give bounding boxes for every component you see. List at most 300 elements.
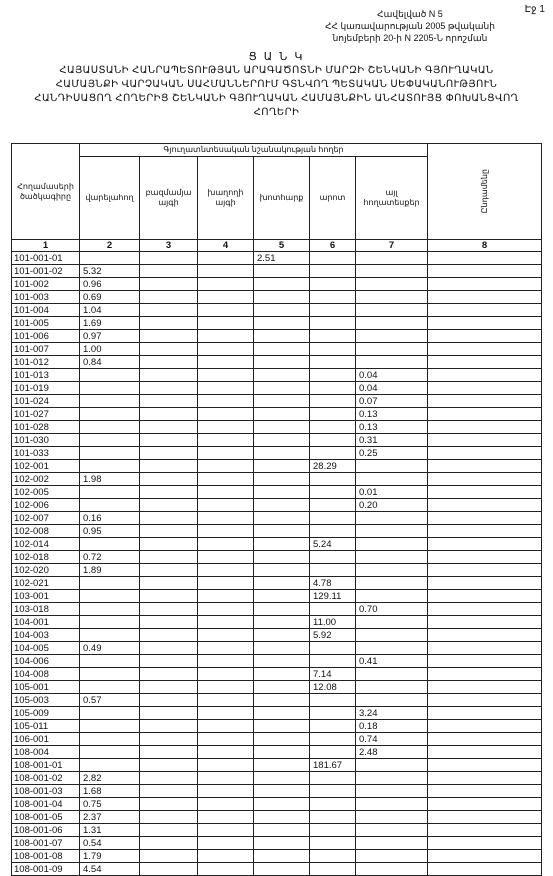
cell-area (140, 720, 198, 733)
cell-area (310, 655, 356, 668)
table-row (12, 382, 542, 395)
cell-area: 0.97 (80, 330, 140, 343)
table-row (12, 720, 542, 733)
cell-area (140, 304, 198, 317)
cell-area: 1.69 (80, 317, 140, 330)
header-col-2: բազմամյա այգի (140, 157, 198, 240)
cell-area (198, 564, 254, 577)
header-col-6: այլ հողատեսքեր (356, 157, 428, 240)
table-row (12, 759, 542, 772)
cell-area (428, 590, 542, 603)
cell-area (356, 538, 428, 551)
cell-area (140, 473, 198, 486)
cell-area (356, 681, 428, 694)
cell-area (356, 785, 428, 798)
cell-area (198, 343, 254, 356)
cell-area (356, 811, 428, 824)
cell-area (254, 395, 310, 408)
table-row (12, 837, 542, 850)
cell-parcel-code: 101-028 (12, 421, 80, 434)
cell-area (428, 733, 542, 746)
header-code: Հողամասերի ծածկագիրը (12, 144, 80, 240)
table-row (12, 681, 542, 694)
cell-area (140, 694, 198, 707)
cell-area (310, 811, 356, 824)
table-row (12, 733, 542, 746)
cell-area (80, 577, 140, 590)
cell-area (198, 694, 254, 707)
cell-area (428, 694, 542, 707)
cell-area (428, 642, 542, 655)
cell-area (310, 720, 356, 733)
header-col-4: խոտհարք (254, 157, 310, 240)
cell-area: 1.00 (80, 343, 140, 356)
cell-area: 1.89 (80, 564, 140, 577)
cell-area: 0.04 (356, 369, 428, 382)
cell-parcel-code: 105-011 (12, 720, 80, 733)
cell-area: 0.18 (356, 720, 428, 733)
cell-area (356, 590, 428, 603)
cell-parcel-code: 101-030 (12, 434, 80, 447)
cell-parcel-code: 108-001-08 (12, 850, 80, 863)
cell-area (140, 850, 198, 863)
cell-area (140, 759, 198, 772)
table-row (12, 642, 542, 655)
cell-area: 181.67 (310, 759, 356, 772)
cell-area (428, 759, 542, 772)
cell-parcel-code: 108-001-05 (12, 811, 80, 824)
table-row (12, 252, 542, 265)
table-row (12, 265, 542, 278)
cell-area (428, 473, 542, 486)
cell-area (254, 772, 310, 785)
page-number: Էջ 1 (524, 4, 545, 15)
cell-area (356, 824, 428, 837)
cell-area (310, 473, 356, 486)
cell-area (254, 278, 310, 291)
cell-area: 2.37 (80, 811, 140, 824)
cell-area (356, 837, 428, 850)
col-number: 6 (310, 240, 356, 252)
cell-area (310, 798, 356, 811)
table-body (12, 252, 542, 876)
cell-area (198, 499, 254, 512)
cell-area (198, 486, 254, 499)
header-note-label: Ընդամենը (479, 169, 489, 214)
cell-area (140, 434, 198, 447)
cell-area (140, 811, 198, 824)
header-col-3: խաղողի այգի (198, 157, 254, 240)
cell-area (80, 603, 140, 616)
cell-area (198, 512, 254, 525)
cell-area (428, 343, 542, 356)
cell-area (140, 798, 198, 811)
cell-parcel-code: 101-005 (12, 317, 80, 330)
cell-area (428, 460, 542, 473)
cell-area (254, 837, 310, 850)
table-row (12, 421, 542, 434)
cell-area (140, 538, 198, 551)
cell-area (140, 824, 198, 837)
cell-area (310, 564, 356, 577)
cell-area (198, 772, 254, 785)
cell-area: 0.41 (356, 655, 428, 668)
cell-area (428, 382, 542, 395)
cell-area (254, 655, 310, 668)
cell-parcel-code: 108-001-03 (12, 785, 80, 798)
cell-area (140, 551, 198, 564)
cell-area (428, 564, 542, 577)
cell-area (428, 668, 542, 681)
cell-area: 0.54 (80, 837, 140, 850)
cell-parcel-code: 105-009 (12, 707, 80, 720)
table-row (12, 486, 542, 499)
cell-area (198, 317, 254, 330)
table-row (12, 538, 542, 551)
cell-area (254, 850, 310, 863)
table-row (12, 655, 542, 668)
cell-area: 0.74 (356, 733, 428, 746)
cell-area: 0.04 (356, 382, 428, 395)
land-table (11, 143, 542, 876)
cell-area: 129.11 (310, 590, 356, 603)
table-row (12, 785, 542, 798)
cell-area (310, 291, 356, 304)
cell-parcel-code: 102-020 (12, 564, 80, 577)
cell-area (428, 304, 542, 317)
cell-area (356, 759, 428, 772)
cell-area (428, 655, 542, 668)
cell-area (140, 772, 198, 785)
cell-parcel-code: 101-024 (12, 395, 80, 408)
cell-parcel-code: 101-007 (12, 343, 80, 356)
header-col-1: վարելահող (80, 157, 140, 240)
cell-area (254, 460, 310, 473)
cell-area (140, 577, 198, 590)
cell-area: 1.98 (80, 473, 140, 486)
cell-area (254, 304, 310, 317)
table-row (12, 291, 542, 304)
cell-parcel-code: 101-012 (12, 356, 80, 369)
annex-line-3: նոյեմբերի 20-ի N 2205-Ն որոշման (332, 33, 488, 43)
cell-area (428, 447, 542, 460)
cell-area (80, 395, 140, 408)
cell-area (198, 460, 254, 473)
cell-area (80, 486, 140, 499)
cell-area (428, 772, 542, 785)
cell-parcel-code: 101-004 (12, 304, 80, 317)
cell-area (80, 382, 140, 395)
cell-area (428, 707, 542, 720)
cell-area (140, 317, 198, 330)
cell-area (356, 473, 428, 486)
cell-area (140, 707, 198, 720)
cell-area: 2.82 (80, 772, 140, 785)
cell-area (428, 616, 542, 629)
cell-area (80, 538, 140, 551)
cell-area (198, 395, 254, 408)
cell-area (80, 369, 140, 382)
cell-area (140, 863, 198, 876)
cell-area (310, 694, 356, 707)
cell-area (254, 616, 310, 629)
table-row (12, 460, 542, 473)
cell-area (140, 629, 198, 642)
cell-area (356, 356, 428, 369)
cell-area (198, 837, 254, 850)
cell-area: 1.31 (80, 824, 140, 837)
cell-parcel-code: 101-001-02 (12, 265, 80, 278)
cell-area: 0.95 (80, 525, 140, 538)
table-row (12, 564, 542, 577)
cell-parcel-code: 102-005 (12, 486, 80, 499)
cell-area (254, 291, 310, 304)
cell-area (140, 395, 198, 408)
cell-parcel-code: 102-018 (12, 551, 80, 564)
annex-line-2: ՀՀ կառավարության 2005 թվականի (325, 21, 495, 31)
table-row (12, 499, 542, 512)
table-row (12, 798, 542, 811)
cell-area (428, 798, 542, 811)
cell-area: 28.29 (310, 460, 356, 473)
cell-area (356, 629, 428, 642)
cell-area (198, 798, 254, 811)
cell-area (140, 486, 198, 499)
cell-area (254, 681, 310, 694)
table-row (12, 668, 542, 681)
cell-area (254, 538, 310, 551)
cell-parcel-code: 103-018 (12, 603, 80, 616)
cell-area (198, 408, 254, 421)
cell-area (140, 291, 198, 304)
document-title (20, 50, 533, 120)
cell-area (254, 603, 310, 616)
cell-area: 4.54 (80, 863, 140, 876)
cell-area (140, 564, 198, 577)
cell-area (428, 278, 542, 291)
cell-area: 5.92 (310, 629, 356, 642)
annex-header (285, 8, 535, 44)
cell-area (310, 746, 356, 759)
cell-area (254, 746, 310, 759)
cell-area (356, 304, 428, 317)
cell-area (254, 551, 310, 564)
cell-area (254, 629, 310, 642)
cell-area (198, 746, 254, 759)
cell-area (428, 850, 542, 863)
cell-area: 0.07 (356, 395, 428, 408)
cell-area: 0.01 (356, 486, 428, 499)
table-row (12, 746, 542, 759)
cell-area (254, 590, 310, 603)
cell-area (310, 447, 356, 460)
cell-parcel-code: 102-006 (12, 499, 80, 512)
cell-area (428, 863, 542, 876)
cell-area (140, 330, 198, 343)
cell-area (428, 811, 542, 824)
cell-parcel-code: 108-001-09 (12, 863, 80, 876)
cell-area (140, 343, 198, 356)
cell-area (254, 486, 310, 499)
cell-area (198, 603, 254, 616)
cell-area (428, 629, 542, 642)
cell-parcel-code: 104-003 (12, 629, 80, 642)
cell-area (254, 434, 310, 447)
cell-area: 12.08 (310, 681, 356, 694)
cell-area (356, 317, 428, 330)
cell-parcel-code: 108-001-01 (12, 759, 80, 772)
cell-area: 1.79 (80, 850, 140, 863)
cell-area: 0.25 (356, 447, 428, 460)
cell-area (356, 798, 428, 811)
cell-area (198, 473, 254, 486)
cell-area: 4.78 (310, 577, 356, 590)
cell-area (80, 616, 140, 629)
cell-area (198, 733, 254, 746)
cell-area (198, 447, 254, 460)
cell-parcel-code: 106-001 (12, 733, 80, 746)
cell-area: 0.70 (356, 603, 428, 616)
cell-area: 1.04 (80, 304, 140, 317)
cell-area (80, 421, 140, 434)
cell-area (198, 330, 254, 343)
cell-area (140, 837, 198, 850)
col-number: 4 (198, 240, 254, 252)
cell-area (310, 785, 356, 798)
title-line-2: ՀԱՄԱՅՆՔԻ ՎԱՐՉԱԿԱՆ ՍԱՀՄԱՆՆԵՐՈՒՄ ԳՏՆՎՈՂ ՊԵՏԱԿԱՆ ՍԵՓԱԿԱՆՈՒԹՅՈՒՆ (55, 79, 498, 90)
cell-area (356, 551, 428, 564)
cell-area (254, 642, 310, 655)
cell-area (140, 408, 198, 421)
cell-area (80, 668, 140, 681)
cell-parcel-code: 101-019 (12, 382, 80, 395)
title-main: Ց Ա Ն Կ (248, 51, 305, 63)
cell-area (310, 265, 356, 278)
cell-area (356, 616, 428, 629)
table-row (12, 369, 542, 382)
table-row (12, 577, 542, 590)
cell-area (254, 356, 310, 369)
col-number: 2 (80, 240, 140, 252)
title-line-4: ՀՈՂԵՐԻ (253, 107, 300, 118)
cell-parcel-code: 101-006 (12, 330, 80, 343)
cell-area (310, 330, 356, 343)
cell-area (310, 356, 356, 369)
cell-area (356, 525, 428, 538)
table-row (12, 616, 542, 629)
cell-area (356, 343, 428, 356)
cell-area (254, 785, 310, 798)
cell-area (428, 265, 542, 278)
cell-parcel-code: 102-014 (12, 538, 80, 551)
cell-area (310, 603, 356, 616)
cell-parcel-code: 102-002 (12, 473, 80, 486)
cell-area (140, 265, 198, 278)
cell-area (140, 616, 198, 629)
table-row (12, 603, 542, 616)
cell-area (310, 486, 356, 499)
cell-area (198, 590, 254, 603)
cell-area: 0.20 (356, 499, 428, 512)
cell-area (198, 863, 254, 876)
cell-area (356, 694, 428, 707)
cell-area (140, 512, 198, 525)
table-row (12, 343, 542, 356)
cell-area: 2.48 (356, 746, 428, 759)
cell-area (80, 746, 140, 759)
col-number: 7 (356, 240, 428, 252)
cell-area (198, 629, 254, 642)
cell-area (356, 252, 428, 265)
cell-area (428, 369, 542, 382)
cell-area (198, 642, 254, 655)
cell-area (198, 434, 254, 447)
header-note (428, 144, 542, 240)
cell-parcel-code: 104-005 (12, 642, 80, 655)
cell-area (428, 421, 542, 434)
cell-area (80, 252, 140, 265)
cell-parcel-code: 108-001-07 (12, 837, 80, 850)
cell-area: 0.69 (80, 291, 140, 304)
cell-area (254, 525, 310, 538)
table-row (12, 707, 542, 720)
table-row (12, 629, 542, 642)
cell-area (80, 629, 140, 642)
cell-area: 0.96 (80, 278, 140, 291)
cell-parcel-code: 101-013 (12, 369, 80, 382)
cell-area: 0.16 (80, 512, 140, 525)
cell-area (428, 551, 542, 564)
cell-area (356, 460, 428, 473)
cell-area (310, 837, 356, 850)
cell-area (198, 759, 254, 772)
cell-area (310, 382, 356, 395)
cell-area (356, 642, 428, 655)
cell-area (140, 356, 198, 369)
cell-area (356, 564, 428, 577)
cell-area (310, 408, 356, 421)
table-row (12, 850, 542, 863)
table-row (12, 330, 542, 343)
header-group: Գյուղատնտեսական նշանակության հողեր (80, 144, 428, 157)
cell-area (198, 720, 254, 733)
cell-area (254, 577, 310, 590)
cell-area (254, 694, 310, 707)
cell-area (140, 525, 198, 538)
cell-area (198, 538, 254, 551)
cell-area (254, 798, 310, 811)
col-number: 3 (140, 240, 198, 252)
cell-area (198, 707, 254, 720)
cell-area (428, 408, 542, 421)
cell-area (254, 668, 310, 681)
cell-area: 11.00 (310, 616, 356, 629)
cell-area (310, 863, 356, 876)
cell-area (140, 278, 198, 291)
cell-area (428, 525, 542, 538)
cell-area: 3.24 (356, 707, 428, 720)
cell-area (140, 668, 198, 681)
cell-area (198, 850, 254, 863)
cell-area (80, 733, 140, 746)
cell-area (80, 655, 140, 668)
cell-area: 0.13 (356, 408, 428, 421)
cell-area (80, 707, 140, 720)
cell-area (254, 317, 310, 330)
cell-area (198, 278, 254, 291)
cell-area (428, 317, 542, 330)
table-row (12, 811, 542, 824)
